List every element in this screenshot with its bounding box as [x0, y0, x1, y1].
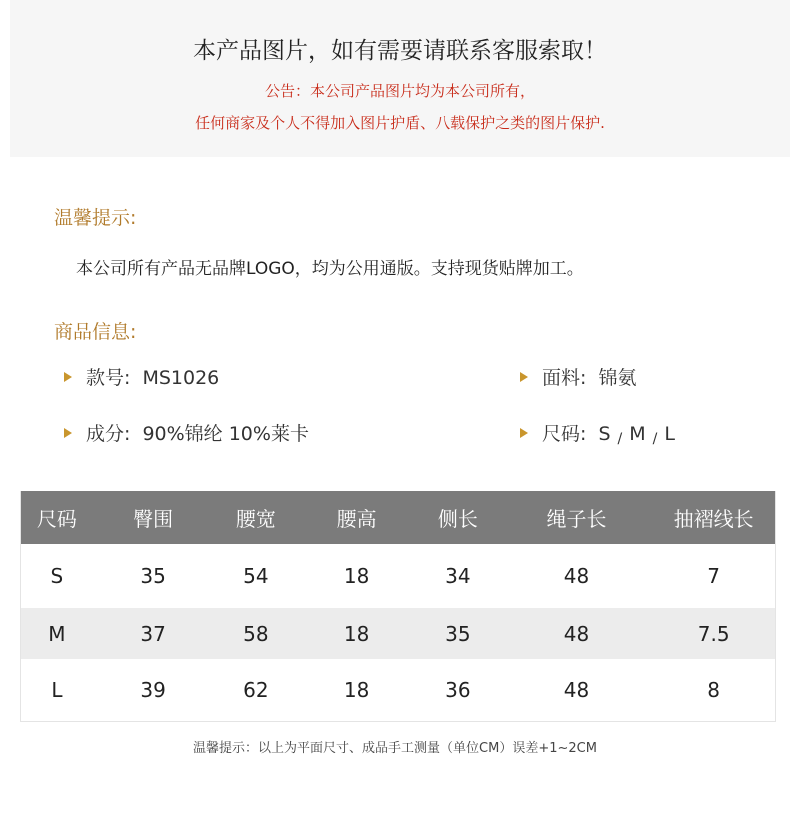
size-table [20, 491, 776, 722]
table-cell: L [51, 678, 63, 702]
table-cell: 8 [707, 678, 721, 702]
tips-text: 本公司所有产品无品牌LOGO，均为公用通版。支持现货贴牌加工。 [76, 259, 584, 279]
table-cell: 62 [243, 678, 269, 702]
measurement-footnote: 温馨提示：以上为平面尺寸、成品手工测量（单位CM）误差+1~2CM [193, 741, 597, 756]
size-separator: / [617, 431, 624, 447]
table-cell: 54 [243, 564, 269, 588]
table-cell: 18 [343, 564, 370, 588]
size-label: 尺码: [542, 423, 587, 445]
table-cell: 37 [140, 621, 166, 646]
table-cell: 18 [343, 678, 370, 702]
table-row [21, 659, 775, 721]
product-info-heading: 商品信息: [54, 321, 137, 343]
table-cell: 36 [445, 678, 471, 702]
fabric-value: 锦氨 [598, 367, 637, 389]
size-options [598, 423, 676, 445]
arrow-right-icon [520, 428, 528, 438]
header-cell: 腰宽 [235, 507, 276, 531]
table-cell: 7.5 [697, 621, 730, 646]
composition-label: 成分: [86, 423, 131, 445]
style-number-label: 款号: [86, 367, 131, 389]
header-cell: 侧长 [437, 507, 478, 531]
notice-line-1: 公告：本公司产品图片均为本公司所有， [264, 82, 535, 100]
size-option: L [664, 423, 676, 445]
size-option: M [629, 423, 647, 445]
table-cell: 39 [140, 678, 166, 702]
table-cell: 48 [563, 564, 590, 588]
table-cell: 35 [140, 564, 166, 588]
style-number-value: MS1026 [142, 367, 220, 389]
arrow-right-icon [64, 372, 72, 382]
table-cell: 48 [563, 678, 590, 702]
composition-value: 90%锦纶 10%莱卡 [142, 423, 309, 445]
header-cell: 腰高 [336, 507, 377, 531]
arrow-right-icon [520, 372, 528, 382]
header-cell: 尺码 [36, 507, 77, 531]
notice-line-2: 任何商家及个人不得加入图片护盾、八载保护之类的图片保护. [195, 114, 605, 132]
size-table-header [21, 491, 775, 544]
table-row [21, 608, 775, 659]
style-number-item [64, 363, 219, 390]
size-option: S [598, 423, 612, 445]
composition-item [64, 419, 309, 446]
fabric-item [520, 363, 636, 390]
table-row [21, 544, 775, 608]
header-cell: 绳子长 [546, 507, 607, 531]
size-separator: / [652, 431, 659, 447]
header-cell: 臀围 [133, 507, 174, 531]
table-cell: M [48, 621, 66, 646]
size-item [520, 419, 676, 446]
table-cell: 34 [445, 564, 471, 588]
tips-heading: 温馨提示: [54, 207, 137, 229]
table-cell: S [50, 564, 64, 588]
table-cell: 18 [343, 621, 370, 646]
table-cell: 58 [243, 621, 269, 646]
notice-banner [10, 0, 790, 157]
table-cell: 35 [445, 621, 471, 646]
fabric-label: 面料: [542, 367, 587, 389]
table-cell: 7 [707, 564, 721, 588]
table-cell: 48 [563, 621, 590, 646]
notice-title: 本产品图片，如有需要请联系客服索取！ [193, 38, 607, 64]
header-cell: 抽褶线长 [673, 507, 754, 531]
arrow-right-icon [64, 428, 72, 438]
